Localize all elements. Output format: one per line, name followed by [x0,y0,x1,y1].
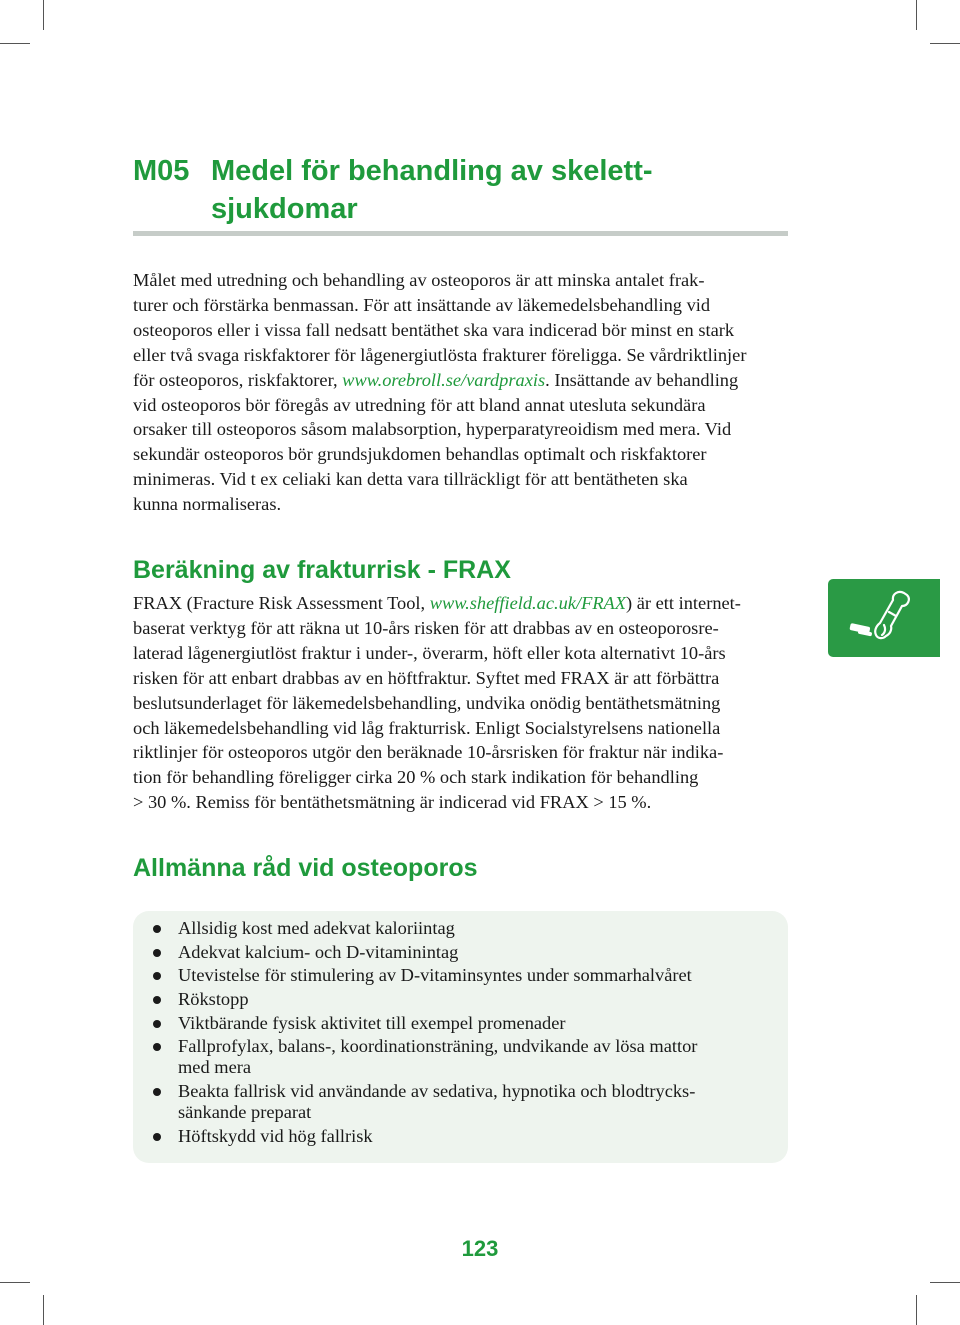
text-line: osteoporos eller i vissa fall nedsatt bentäthet ska vara indicerad bör minst en stark [133,319,735,340]
bullet-icon [153,1020,161,1028]
text-line: baserat verktyg för att räkna ut 10-års risken för att drabbas av en osteoporosre- [133,617,719,638]
chapter-title-line: sjukdomar [211,193,358,225]
text-line: risken för att enbart drabbas av en höftfraktur. Syftet med FRAX är att förbättra [133,667,720,688]
bullet-icon [153,1043,161,1051]
text-line: vid osteoporos bör föregås av utredning för att bland annat utesluta sekundära [133,394,706,415]
advice-list [153,918,753,1150]
list-item-text: Höftskydd vid hög fallrisk [178,1125,373,1146]
list-item [153,918,753,939]
bullet-icon [153,996,161,1004]
list-item [153,1081,753,1123]
crop-mark [916,1295,917,1325]
list-item-text: Beakta fallrisk vid användande av sedativa, hypnotika och blodtrycks- [178,1081,696,1102]
list-item-text: Allsidig kost med adekvat kaloriintag [178,918,455,938]
list-item-text: Adekvat kalcium- och D-vitaminintag [178,941,459,962]
text-line: tion för behandling föreligger cirka 20 % och stark indikation för behandling [133,767,699,788]
list-item [153,989,753,1010]
advice-heading: Allmänna råd vid osteoporos [133,854,478,882]
list-item-text: Viktbärande fysisk aktivitet till exempel promenader [178,1012,566,1033]
bone-joint-icon [828,579,940,657]
frax-paragraph [133,591,788,815]
list-item-text: med mera [178,1057,252,1078]
list-item [153,942,753,963]
list-item-text: Fallprofylax, balans-, koordinationsträning, undvikande av lösa mattor [178,1036,698,1057]
crop-mark [930,1282,960,1283]
chapter-code: M05 [133,155,190,187]
text-line: > 30 %. Remiss för bentäthetsmätning är indicerad vid FRAX > 15 %. [133,792,652,813]
text-line: riktlinjer för osteoporos utgör den beräknade 10-årsrisken för fraktur när indika- [133,742,724,763]
title-rule [133,231,788,236]
list-item-text: sänkande preparat [178,1102,312,1123]
intro-paragraph [133,268,788,517]
crop-mark [930,43,960,44]
text-line: Målet med utredning och behandling av osteoporos är att minska antalet frak- [133,270,705,290]
text-line: orsaker till osteoporos såsom malabsorption, hyperparatyreoidism med mera. Vid [133,419,732,440]
bullet-icon [153,949,161,957]
crop-mark [0,43,30,44]
crop-mark [0,1282,30,1283]
crop-mark [916,0,917,30]
text-line: beslutsunderlaget för läkemedelsbehandling, undvika onödig bentäthetsmätning [133,692,721,713]
list-item [153,965,753,986]
text-line: kunna normaliseras. [133,494,282,515]
text-line: laterad lågenergiutlöst fraktur i under-, överarm, höft eller kota alternativt 10-års [133,642,726,663]
list-item [153,1036,753,1078]
list-item-text: Rökstopp [178,989,249,1010]
bullet-icon [153,925,161,933]
chapter-side-tab [828,579,940,657]
text-line: FRAX (Fracture Risk Assessment Tool, [133,593,430,613]
page-number: 123 [461,1236,499,1261]
chapter-title [133,152,793,228]
text-line: för osteoporos, riskfaktorer, [133,369,343,390]
text-line: minimeras. Vid t ex celiaki kan detta vara tillräckligt för att bentätheten ska [133,469,688,490]
chapter-title-line: Medel för behandling av skelett- [211,155,653,187]
crop-mark [43,0,44,30]
bullet-icon [153,972,161,980]
crop-mark [43,1295,44,1325]
bullet-icon [153,1088,161,1096]
text-line: sekundär osteoporos bör grundsjukdomen behandlas optimalt och riskfaktorer [133,444,707,465]
text-line: turer och förstärka benmassan. För att insättande av läkemedelsbehandling vid [133,294,711,315]
vardpraxis-link[interactable]: www.orebroll.se/vardpraxis [342,369,546,390]
list-item-text: Utevistelse för stimulering av D-vitaminsyntes under sommarhalvåret [178,965,692,986]
frax-heading: Beräkning av frakturrisk - FRAX [133,556,511,584]
text-line: . Insättande av behandling [545,369,739,390]
text-line: ) är ett internet- [626,593,741,613]
list-item [153,1126,753,1147]
bullet-icon [153,1133,161,1141]
text-line: och läkemedelsbehandling vid låg frakturrisk. Enligt Socialstyrelsens nationella [133,717,721,738]
text-line: eller två svaga riskfaktorer för lågenergiutlösta frakturer föreligga. Se vårdriktlinjer [133,344,747,365]
list-item [153,1013,753,1034]
frax-link[interactable]: www.sheffield.ac.uk/FRAX [429,593,627,613]
